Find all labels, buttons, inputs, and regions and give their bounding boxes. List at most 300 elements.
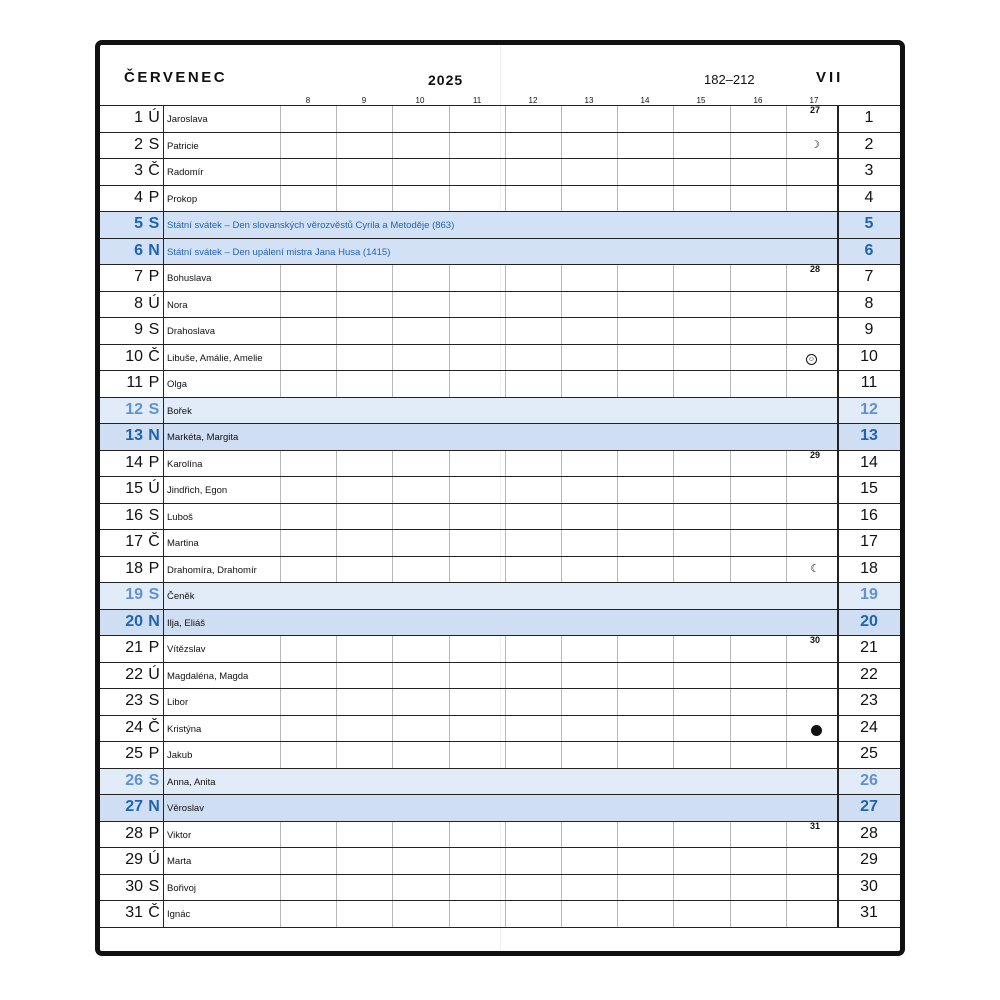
hour-slot[interactable] (786, 742, 838, 768)
hour-slot[interactable] (673, 265, 731, 291)
nameday-names: Anna, Anita (167, 776, 216, 788)
hour-slot[interactable] (617, 265, 674, 291)
hour-slot[interactable] (786, 371, 838, 397)
hour-slot[interactable] (730, 318, 787, 344)
hour-slot[interactable] (280, 265, 337, 291)
hour-slot[interactable] (617, 292, 674, 318)
hour-slot[interactable] (336, 265, 393, 291)
day-number-right: 23 (860, 692, 878, 709)
day-number-right: 16 (860, 506, 878, 524)
nameday-names: Vítězslav (167, 644, 206, 655)
hour-slot[interactable] (617, 901, 674, 927)
moon-full-icon: ☺ (807, 355, 816, 363)
hour-slot[interactable] (617, 530, 674, 556)
hour-slot[interactable] (730, 848, 787, 874)
hour-slot[interactable] (673, 875, 731, 901)
day-of-year-range: 182–212 (704, 72, 755, 87)
hour-slot[interactable] (505, 875, 562, 901)
weekday-letter: Č (148, 162, 160, 179)
hour-slot[interactable] (449, 663, 506, 689)
hour-slot[interactable] (673, 822, 731, 848)
hour-slot[interactable] (280, 742, 337, 768)
hour-slot[interactable] (673, 689, 731, 715)
hour-slot[interactable] (786, 504, 838, 530)
hour-slot[interactable] (561, 345, 618, 371)
day-row[interactable] (100, 874, 900, 901)
column-rule (163, 186, 164, 212)
hour-slot[interactable] (617, 477, 674, 503)
day-row[interactable] (100, 238, 900, 265)
hour-slot[interactable] (392, 371, 450, 397)
moon-new-icon (811, 725, 822, 736)
hour-slot[interactable] (392, 530, 450, 556)
weekday-letter: P (148, 559, 160, 577)
hour-slot[interactable] (336, 477, 393, 503)
day-row[interactable] (100, 158, 900, 185)
hour-slot[interactable] (449, 875, 506, 901)
hour-slot[interactable] (336, 530, 393, 556)
column-rule (163, 901, 164, 927)
hour-slot[interactable] (392, 265, 450, 291)
hour-slot[interactable] (730, 716, 787, 742)
hour-slot[interactable] (561, 663, 618, 689)
hour-slot[interactable] (449, 371, 506, 397)
day-number-right: 9 (864, 321, 874, 338)
column-rule (163, 212, 164, 238)
hour-slot[interactable] (786, 530, 838, 556)
hour-slot[interactable] (730, 186, 787, 212)
hour-slot[interactable] (730, 504, 787, 530)
hour-slot[interactable] (786, 689, 838, 715)
day-row[interactable] (100, 556, 900, 583)
hour-slot[interactable] (449, 504, 506, 530)
hour-slot[interactable] (561, 716, 618, 742)
hour-slot[interactable] (505, 318, 562, 344)
hour-slot[interactable] (673, 477, 731, 503)
hour-slot[interactable] (336, 557, 393, 583)
hour-slot[interactable] (617, 371, 674, 397)
hour-slot[interactable] (505, 451, 562, 477)
hour-slot[interactable] (449, 318, 506, 344)
hour-slot[interactable] (561, 901, 618, 927)
hour-slot[interactable] (392, 345, 450, 371)
hour-slot[interactable] (730, 159, 787, 185)
day-number-right: 20 (860, 612, 878, 630)
hour-slot[interactable] (392, 318, 450, 344)
hour-slot[interactable] (505, 504, 562, 530)
day-row[interactable] (100, 344, 900, 371)
nameday-names: Marta (167, 856, 192, 867)
hour-slot[interactable] (336, 848, 393, 874)
hour-slot[interactable] (449, 159, 506, 185)
hour-slot[interactable] (336, 186, 393, 212)
nameday-names: Martina (167, 538, 199, 549)
weekday-letter: S (148, 321, 160, 338)
day-row[interactable] (100, 847, 900, 874)
hour-slot[interactable] (449, 186, 506, 212)
hour-slot[interactable] (392, 875, 450, 901)
hour-slot[interactable] (673, 318, 731, 344)
hour-slot[interactable] (673, 345, 731, 371)
day-row[interactable] (100, 582, 900, 609)
hour-slot[interactable] (673, 133, 731, 159)
hour-slot[interactable] (561, 371, 618, 397)
hour-slot[interactable] (730, 477, 787, 503)
hour-slot[interactable] (336, 133, 393, 159)
hour-slot[interactable] (673, 451, 731, 477)
day-row[interactable] (100, 529, 900, 556)
day-row[interactable] (100, 821, 900, 848)
hour-slot[interactable] (561, 106, 618, 132)
hour-slot[interactable] (505, 530, 562, 556)
hour-slot[interactable] (730, 901, 787, 927)
hour-slot[interactable] (505, 848, 562, 874)
hour-slot[interactable] (392, 636, 450, 662)
hour-slot[interactable] (505, 159, 562, 185)
hour-slot[interactable] (505, 106, 562, 132)
hour-label: 17 (809, 96, 819, 105)
hour-slot[interactable] (336, 742, 393, 768)
hour-slot[interactable] (449, 530, 506, 556)
hour-slot[interactable] (449, 292, 506, 318)
weekday-letter: Č (148, 533, 160, 550)
hour-slot[interactable] (730, 557, 787, 583)
weekday-letter: Ú (148, 851, 160, 868)
hour-slot[interactable] (280, 159, 337, 185)
hour-slot[interactable] (786, 663, 838, 689)
hour-slot[interactable] (561, 689, 618, 715)
weekday-letter: N (148, 798, 160, 815)
day-number: 11 (126, 374, 143, 391)
hour-slot[interactable] (730, 689, 787, 715)
hour-slot[interactable] (280, 106, 337, 132)
day-row[interactable] (100, 423, 900, 450)
hour-slot[interactable] (617, 318, 674, 344)
day-number-right: 4 (864, 188, 874, 206)
hour-label: 12 (528, 96, 538, 105)
hour-slot[interactable] (730, 875, 787, 901)
day-row[interactable] (100, 397, 900, 424)
hour-slot[interactable] (392, 822, 450, 848)
day-row[interactable] (100, 688, 900, 715)
hour-slot[interactable] (280, 345, 337, 371)
hour-slot[interactable] (449, 742, 506, 768)
day-row[interactable] (100, 635, 900, 662)
day-number-right: 6 (864, 241, 874, 259)
day-number: 20 (125, 612, 143, 630)
hour-slot[interactable] (730, 530, 787, 556)
day-row[interactable] (100, 132, 900, 159)
hour-slot[interactable] (673, 742, 731, 768)
day-row[interactable] (100, 662, 900, 689)
hour-slot[interactable] (449, 265, 506, 291)
hour-slot[interactable] (673, 159, 731, 185)
day-number: 24 (125, 718, 143, 736)
hour-slot[interactable] (505, 901, 562, 927)
day-row[interactable] (100, 211, 900, 238)
hour-slot[interactable] (786, 901, 838, 927)
hour-slot[interactable] (392, 716, 450, 742)
hour-slot[interactable] (786, 292, 838, 318)
hour-slot[interactable] (505, 663, 562, 689)
hour-slot[interactable] (336, 106, 393, 132)
hour-slot[interactable] (280, 663, 337, 689)
hour-slot[interactable] (336, 292, 393, 318)
hour-slot[interactable] (280, 901, 337, 927)
hour-slot[interactable] (673, 557, 731, 583)
hour-slot[interactable] (449, 345, 506, 371)
hour-slot[interactable] (673, 371, 731, 397)
nameday-names: Věroslav (167, 803, 204, 814)
hour-slot[interactable] (561, 292, 618, 318)
day-row[interactable] (100, 476, 900, 503)
hour-slot[interactable] (449, 716, 506, 742)
day-number: 3 (134, 162, 143, 179)
hour-slot[interactable] (617, 663, 674, 689)
day-row[interactable] (100, 450, 900, 477)
hour-slot[interactable] (786, 159, 838, 185)
hour-slot[interactable] (336, 822, 393, 848)
day-row[interactable] (100, 741, 900, 768)
hour-slot[interactable] (449, 636, 506, 662)
hour-slot[interactable] (505, 133, 562, 159)
hour-slot[interactable] (336, 636, 393, 662)
hour-slot[interactable] (280, 318, 337, 344)
hour-slot[interactable] (280, 875, 337, 901)
hour-slot[interactable] (673, 663, 731, 689)
hour-label: 13 (584, 96, 594, 105)
day-row[interactable] (100, 370, 900, 397)
hour-slot[interactable] (673, 186, 731, 212)
hour-slot[interactable] (505, 742, 562, 768)
hour-slot[interactable] (617, 875, 674, 901)
hour-slot[interactable] (336, 371, 393, 397)
hour-slot[interactable] (280, 689, 337, 715)
hour-slot[interactable] (786, 848, 838, 874)
hour-slot[interactable] (730, 106, 787, 132)
hour-slot[interactable] (730, 636, 787, 662)
hour-slot[interactable] (392, 159, 450, 185)
hour-slot[interactable] (561, 186, 618, 212)
hour-slot[interactable] (561, 477, 618, 503)
hour-slot[interactable] (561, 133, 618, 159)
hour-slot[interactable] (673, 530, 731, 556)
day-row[interactable] (100, 185, 900, 212)
hour-slot[interactable] (280, 133, 337, 159)
hour-slot[interactable] (392, 689, 450, 715)
hour-slot[interactable] (561, 318, 618, 344)
hour-slot[interactable] (392, 901, 450, 927)
hour-slot[interactable] (617, 186, 674, 212)
hour-slot[interactable] (617, 689, 674, 715)
hour-slot[interactable] (392, 557, 450, 583)
weekday-letter: P (148, 188, 160, 206)
day-row[interactable] (100, 794, 900, 821)
column-rule (163, 716, 164, 742)
hour-label: 14 (640, 96, 650, 105)
hour-slot[interactable] (280, 504, 337, 530)
hour-slot[interactable] (449, 451, 506, 477)
column-rule (163, 106, 164, 132)
nameday-names: Viktor (167, 829, 192, 841)
hour-slot[interactable] (392, 186, 450, 212)
hour-slot[interactable] (336, 504, 393, 530)
hour-slot[interactable] (673, 848, 731, 874)
hour-slot[interactable] (673, 636, 731, 662)
hour-slot[interactable] (336, 716, 393, 742)
day-row[interactable] (100, 105, 900, 132)
hour-slot[interactable] (786, 477, 838, 503)
day-row[interactable] (100, 264, 900, 291)
hour-slot[interactable] (786, 875, 838, 901)
hour-slot[interactable] (336, 345, 393, 371)
day-row[interactable] (100, 609, 900, 636)
hour-slot[interactable] (673, 716, 731, 742)
hour-slot[interactable] (449, 901, 506, 927)
hour-slot[interactable] (730, 292, 787, 318)
hour-slot[interactable] (730, 451, 787, 477)
hour-slot[interactable] (280, 848, 337, 874)
hour-slot[interactable] (449, 477, 506, 503)
hour-slot[interactable] (505, 345, 562, 371)
hour-slot[interactable] (505, 292, 562, 318)
hour-slot[interactable] (617, 504, 674, 530)
hour-slot[interactable] (280, 186, 337, 212)
hour-slot[interactable] (561, 265, 618, 291)
hour-slot[interactable] (392, 504, 450, 530)
hour-slot[interactable] (336, 875, 393, 901)
hour-slot[interactable] (617, 848, 674, 874)
hour-slot[interactable] (505, 477, 562, 503)
hour-slot[interactable] (617, 106, 674, 132)
hour-slot[interactable] (449, 822, 506, 848)
hour-slot[interactable] (617, 345, 674, 371)
hour-slot[interactable] (505, 689, 562, 715)
hour-slot[interactable] (336, 901, 393, 927)
hour-slot[interactable] (505, 636, 562, 662)
hour-slot[interactable] (280, 451, 337, 477)
hour-slot[interactable] (673, 901, 731, 927)
day-row[interactable] (100, 317, 900, 344)
day-row[interactable] (100, 503, 900, 530)
hour-slot[interactable] (673, 106, 731, 132)
hour-slot[interactable] (505, 265, 562, 291)
hour-slot[interactable] (336, 318, 393, 344)
hour-slot[interactable] (280, 371, 337, 397)
day-row[interactable] (100, 291, 900, 318)
nameday-names: Libuše, Amálie, Amelie (167, 352, 263, 364)
hour-slot[interactable] (392, 742, 450, 768)
hour-slot[interactable] (392, 106, 450, 132)
hour-slot[interactable] (505, 822, 562, 848)
hour-slot[interactable] (617, 133, 674, 159)
day-number-right: 28 (860, 824, 878, 842)
hour-slot[interactable] (449, 557, 506, 583)
hour-slot[interactable] (280, 822, 337, 848)
hour-slot[interactable] (280, 557, 337, 583)
week-number: 29 (810, 449, 821, 460)
hour-slot[interactable] (617, 716, 674, 742)
hour-slot[interactable] (561, 742, 618, 768)
hour-slot[interactable] (617, 451, 674, 477)
hour-slot[interactable] (561, 875, 618, 901)
hour-slot[interactable] (280, 636, 337, 662)
day-row[interactable] (100, 768, 900, 795)
hour-slot[interactable] (392, 477, 450, 503)
hour-slot[interactable] (561, 557, 618, 583)
hour-slot[interactable] (449, 848, 506, 874)
hour-slot[interactable] (392, 663, 450, 689)
hour-slot[interactable] (449, 106, 506, 132)
hour-slot[interactable] (786, 186, 838, 212)
hour-slot[interactable] (449, 133, 506, 159)
hour-label: 8 (305, 96, 311, 105)
hour-slot[interactable] (730, 345, 787, 371)
day-number-right: 12 (860, 400, 878, 418)
hour-slot[interactable] (505, 557, 562, 583)
hour-slot[interactable] (786, 318, 838, 344)
hour-slot[interactable] (336, 451, 393, 477)
hour-slot[interactable] (561, 822, 618, 848)
hour-slot[interactable] (280, 292, 337, 318)
hour-slot[interactable] (617, 557, 674, 583)
hour-slot[interactable] (673, 504, 731, 530)
hour-slot[interactable] (561, 848, 618, 874)
hour-slot[interactable] (392, 292, 450, 318)
hour-slot[interactable] (505, 186, 562, 212)
hour-slot[interactable] (617, 159, 674, 185)
nameday-names: Jaroslava (167, 114, 208, 125)
hour-slot[interactable] (280, 716, 337, 742)
hour-slot[interactable] (505, 716, 562, 742)
hour-slot[interactable] (561, 530, 618, 556)
hour-slot[interactable] (505, 371, 562, 397)
hour-slot[interactable] (730, 742, 787, 768)
hour-slot[interactable] (336, 689, 393, 715)
hour-slot[interactable] (617, 636, 674, 662)
hour-slot[interactable] (673, 292, 731, 318)
hour-slot[interactable] (561, 159, 618, 185)
hour-slot[interactable] (730, 822, 787, 848)
hour-slot[interactable] (336, 663, 393, 689)
hour-slot[interactable] (617, 822, 674, 848)
column-rule (163, 477, 164, 503)
hour-slot[interactable] (280, 530, 337, 556)
week-number: 31 (810, 820, 821, 831)
hour-slot[interactable] (392, 848, 450, 874)
moon-first-quarter-icon: ☽ (810, 138, 820, 151)
hour-slot[interactable] (730, 265, 787, 291)
hour-slot[interactable] (392, 133, 450, 159)
day-row[interactable] (100, 900, 900, 927)
hour-slot[interactable] (561, 451, 618, 477)
hour-slot[interactable] (730, 663, 787, 689)
nameday-names: Bořivoj (167, 882, 197, 894)
hour-slot[interactable] (280, 477, 337, 503)
hour-slot[interactable] (561, 504, 618, 530)
hour-slot[interactable] (561, 636, 618, 662)
day-row[interactable] (100, 715, 900, 742)
nameday-names: Luboš (167, 511, 193, 523)
hour-slot[interactable] (449, 689, 506, 715)
weekday-letter: S (148, 506, 160, 524)
hour-slot[interactable] (617, 742, 674, 768)
weekday-letter: Ú (148, 480, 160, 497)
hour-slot[interactable] (336, 159, 393, 185)
hour-slot[interactable] (392, 451, 450, 477)
hour-slot[interactable] (730, 371, 787, 397)
hour-slot[interactable] (730, 133, 787, 159)
